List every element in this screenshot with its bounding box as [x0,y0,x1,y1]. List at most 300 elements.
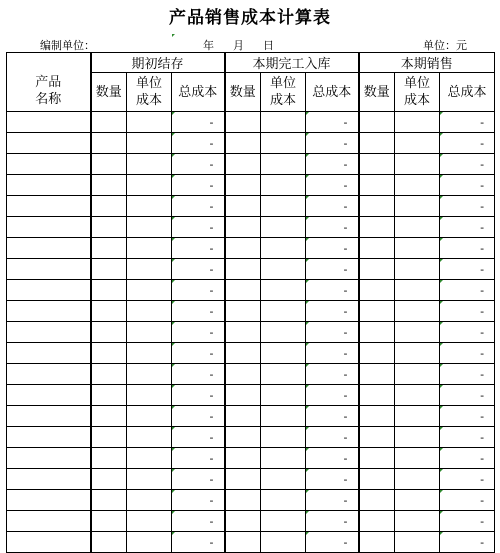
cell-marker-icon [306,196,309,199]
cell-marker-icon [172,322,175,325]
sold-qty-cell[interactable] [359,322,395,343]
opening-unit-cost-cell[interactable] [127,280,172,301]
completed-qty-cell[interactable] [225,154,261,175]
completed-unit-cost-cell[interactable] [261,448,306,469]
cell-marker-icon [172,343,175,346]
cell-marker-icon [172,469,175,472]
sold-qty-cell[interactable] [359,154,395,175]
cell-marker-icon [172,238,175,241]
cell-marker-icon [172,511,175,514]
header-qty: 数量 [359,73,395,112]
amount-value: - [209,451,214,465]
sold-total-cell[interactable] [440,385,495,406]
cell-marker-icon [172,196,175,199]
opening-unit-cost-cell[interactable] [127,133,172,154]
opening-unit-cost-cell[interactable] [127,154,172,175]
sold-total-cell[interactable] [440,322,495,343]
header-unit-cost: 单位 成本 [261,73,306,112]
completed-total-cell[interactable] [306,448,359,469]
opening-total-cell[interactable] [172,385,225,406]
product-name-cell[interactable] [7,343,91,364]
completed-unit-cost-cell[interactable] [261,385,306,406]
opening-total-cell[interactable] [172,406,225,427]
opening-qty-cell[interactable] [91,259,127,280]
sold-unit-cost-cell[interactable] [395,301,440,322]
opening-qty-cell[interactable] [91,427,127,448]
sold-total-cell[interactable] [440,469,495,490]
completed-total-cell[interactable] [306,133,359,154]
header-total-cost: 总成本 [172,73,225,112]
table-row [7,343,495,364]
sold-unit-cost-cell[interactable] [395,112,440,133]
sold-total-cell[interactable] [440,259,495,280]
sold-unit-cost-cell[interactable] [395,427,440,448]
cell-marker-icon [306,217,309,220]
completed-unit-cost-cell[interactable] [261,196,306,217]
sold-total-cell[interactable] [440,112,495,133]
amount-value: - [480,157,485,171]
sold-unit-cost-cell[interactable] [395,343,440,364]
product-name-cell[interactable] [7,364,91,385]
currency-unit-label: 单位：元 [423,39,467,52]
completed-total-cell[interactable] [306,238,359,259]
completed-qty-cell[interactable] [225,343,261,364]
amount-value: - [209,430,214,444]
opening-total-cell[interactable] [172,217,225,238]
cell-marker-icon [306,259,309,262]
sold-qty-cell[interactable] [359,175,395,196]
sold-unit-cost-cell[interactable] [395,196,440,217]
opening-qty-cell[interactable] [91,532,127,553]
sold-qty-cell[interactable] [359,280,395,301]
opening-qty-cell[interactable] [91,511,127,532]
completed-qty-cell[interactable] [225,406,261,427]
product-name-cell[interactable] [7,301,91,322]
completed-unit-cost-cell[interactable] [261,259,306,280]
completed-qty-cell[interactable] [225,196,261,217]
completed-unit-cost-cell[interactable] [261,322,306,343]
amount-value: - [343,136,348,150]
opening-unit-cost-cell[interactable] [127,490,172,511]
completed-qty-cell[interactable] [225,490,261,511]
completed-qty-cell[interactable] [225,175,261,196]
completed-unit-cost-cell[interactable] [261,364,306,385]
sold-unit-cost-cell[interactable] [395,364,440,385]
opening-qty-cell[interactable] [91,343,127,364]
cell-marker-icon [306,490,309,493]
sold-total-cell[interactable] [440,280,495,301]
sold-qty-cell[interactable] [359,301,395,322]
opening-unit-cost-cell[interactable] [127,259,172,280]
opening-total-cell[interactable] [172,280,225,301]
sold-total-cell[interactable] [440,427,495,448]
product-name-cell[interactable] [7,196,91,217]
completed-qty-cell[interactable] [225,385,261,406]
product-name-cell[interactable] [7,406,91,427]
amount-value: - [480,535,485,549]
opening-unit-cost-cell[interactable] [127,448,172,469]
amount-value: - [209,115,214,129]
completed-unit-cost-cell[interactable] [261,238,306,259]
opening-unit-cost-cell[interactable] [127,532,172,553]
cell-marker-icon [306,406,309,409]
amount-value: - [209,262,214,276]
completed-total-cell[interactable] [306,532,359,553]
product-name-cell[interactable] [7,280,91,301]
opening-qty-cell[interactable] [91,238,127,259]
opening-total-cell[interactable] [172,343,225,364]
opening-total-cell[interactable] [172,490,225,511]
amount-value: - [480,409,485,423]
completed-total-cell[interactable] [306,112,359,133]
amount-value: - [343,472,348,486]
opening-unit-cost-cell[interactable] [127,112,172,133]
table-row [7,112,495,133]
cell-marker-icon [440,259,443,262]
sold-total-cell[interactable] [440,406,495,427]
completed-total-cell[interactable] [306,490,359,511]
opening-qty-cell[interactable] [91,448,127,469]
cell-marker-icon [440,238,443,241]
sold-unit-cost-cell[interactable] [395,406,440,427]
opening-qty-cell[interactable] [91,406,127,427]
cell-marker-icon [306,511,309,514]
completed-total-cell[interactable] [306,280,359,301]
header-product-name [7,53,91,112]
completed-total-cell[interactable] [306,217,359,238]
amount-value: - [343,346,348,360]
cell-marker-icon [172,490,175,493]
sold-unit-cost-cell[interactable] [395,511,440,532]
product-name-cell[interactable] [7,511,91,532]
completed-qty-cell[interactable] [225,112,261,133]
completed-unit-cost-cell[interactable] [261,406,306,427]
amount-value: - [480,325,485,339]
amount-value: - [480,451,485,465]
completed-total-cell[interactable] [306,259,359,280]
cell-marker-icon [440,427,443,430]
sold-total-cell[interactable] [440,301,495,322]
opening-unit-cost-cell[interactable] [127,322,172,343]
cell-marker-icon [440,112,443,115]
opening-unit-cost-cell[interactable] [127,469,172,490]
cell-marker-icon [306,364,309,367]
amount-value: - [480,178,485,192]
completed-unit-cost-cell[interactable] [261,133,306,154]
sold-unit-cost-cell[interactable] [395,259,440,280]
completed-unit-cost-cell[interactable] [261,154,306,175]
table-row [7,280,495,301]
completed-qty-cell[interactable] [225,217,261,238]
amount-value: - [480,493,485,507]
preparer-unit-label: 编制单位： [40,39,95,52]
completed-unit-cost-cell[interactable] [261,175,306,196]
sold-total-cell[interactable] [440,133,495,154]
opening-qty-cell[interactable] [91,196,127,217]
completed-total-cell[interactable] [306,406,359,427]
opening-unit-cost-cell[interactable] [127,343,172,364]
cell-marker-icon [172,133,175,136]
completed-qty-cell[interactable] [225,469,261,490]
completed-unit-cost-cell[interactable] [261,490,306,511]
opening-qty-cell[interactable] [91,217,127,238]
amount-value: - [343,220,348,234]
amount-value: - [480,115,485,129]
opening-total-cell[interactable] [172,154,225,175]
completed-qty-cell[interactable] [225,511,261,532]
completed-total-cell[interactable] [306,301,359,322]
opening-total-cell[interactable] [172,427,225,448]
amount-value: - [343,388,348,402]
opening-unit-cost-cell[interactable] [127,301,172,322]
completed-total-cell[interactable] [306,322,359,343]
opening-qty-cell[interactable] [91,322,127,343]
opening-qty-cell[interactable] [91,280,127,301]
product-name-cell[interactable] [7,133,91,154]
amount-value: - [480,283,485,297]
completed-unit-cost-cell[interactable] [261,511,306,532]
amount-value: - [343,367,348,381]
header-qty: 数量 [225,73,261,112]
sold-qty-cell[interactable] [359,217,395,238]
sold-unit-cost-cell[interactable] [395,532,440,553]
completed-unit-cost-cell[interactable] [261,217,306,238]
sold-total-cell[interactable] [440,448,495,469]
cell-marker-icon [440,175,443,178]
completed-total-cell[interactable] [306,427,359,448]
header-group-completed: 本期完工入库 [225,53,359,73]
table-row [7,385,495,406]
opening-total-cell[interactable] [172,448,225,469]
sold-unit-cost-cell[interactable] [395,490,440,511]
opening-total-cell[interactable] [172,301,225,322]
opening-total-cell[interactable] [172,238,225,259]
sold-total-cell[interactable] [440,196,495,217]
cost-table [6,52,495,553]
amount-value: - [209,388,214,402]
sold-qty-cell[interactable] [359,133,395,154]
amount-value: - [343,325,348,339]
opening-qty-cell[interactable] [91,385,127,406]
completed-unit-cost-cell[interactable] [261,112,306,133]
cell-marker-icon [306,112,309,115]
sold-qty-cell[interactable] [359,385,395,406]
table-row [7,532,495,553]
amount-value: - [480,367,485,381]
completed-qty-cell[interactable] [225,238,261,259]
sold-unit-cost-cell[interactable] [395,217,440,238]
completed-qty-cell[interactable] [225,280,261,301]
opening-total-cell[interactable] [172,511,225,532]
completed-total-cell[interactable] [306,385,359,406]
product-name-cell[interactable] [7,259,91,280]
opening-total-cell[interactable] [172,469,225,490]
completed-unit-cost-cell[interactable] [261,343,306,364]
sold-unit-cost-cell[interactable] [395,448,440,469]
opening-total-cell[interactable] [172,175,225,196]
opening-qty-cell[interactable] [91,301,127,322]
amount-value: - [343,409,348,423]
product-name-cell[interactable] [7,490,91,511]
amount-value: - [343,430,348,444]
amount-value: - [480,136,485,150]
completed-qty-cell[interactable] [225,364,261,385]
completed-total-cell[interactable] [306,469,359,490]
product-name-cell[interactable] [7,175,91,196]
opening-unit-cost-cell[interactable] [127,217,172,238]
opening-total-cell[interactable] [172,112,225,133]
opening-qty-cell[interactable] [91,469,127,490]
sold-total-cell[interactable] [440,343,495,364]
sold-qty-cell[interactable] [359,448,395,469]
sold-total-cell[interactable] [440,217,495,238]
table-row [7,196,495,217]
opening-unit-cost-cell[interactable] [127,511,172,532]
completed-qty-cell[interactable] [225,301,261,322]
opening-qty-cell[interactable] [91,133,127,154]
sold-total-cell[interactable] [440,511,495,532]
cell-marker-icon [440,406,443,409]
cell-marker-icon [172,175,175,178]
sold-unit-cost-cell[interactable] [395,154,440,175]
amount-value: - [209,178,214,192]
cell-marker-icon [172,448,175,451]
sold-qty-cell[interactable] [359,112,395,133]
opening-unit-cost-cell[interactable] [127,385,172,406]
amount-value: - [480,346,485,360]
sold-qty-cell[interactable] [359,490,395,511]
opening-total-cell[interactable] [172,196,225,217]
product-name-cell[interactable] [7,385,91,406]
completed-qty-cell[interactable] [225,448,261,469]
completed-unit-cost-cell[interactable] [261,532,306,553]
opening-qty-cell[interactable] [91,154,127,175]
completed-total-cell[interactable] [306,364,359,385]
amount-value: - [480,262,485,276]
sold-unit-cost-cell[interactable] [395,385,440,406]
completed-qty-cell[interactable] [225,532,261,553]
cell-marker-icon [306,427,309,430]
product-name-cell[interactable] [7,238,91,259]
completed-total-cell[interactable] [306,175,359,196]
cell-marker-icon [172,154,175,157]
cell-marker-icon [440,343,443,346]
amount-value: - [480,388,485,402]
product-name-cell[interactable] [7,154,91,175]
amount-value: - [209,535,214,549]
completed-total-cell[interactable] [306,343,359,364]
opening-qty-cell[interactable] [91,175,127,196]
sold-qty-cell[interactable] [359,196,395,217]
cell-marker-icon [306,238,309,241]
sold-unit-cost-cell[interactable] [395,175,440,196]
completed-total-cell[interactable] [306,154,359,175]
sold-qty-cell[interactable] [359,364,395,385]
completed-qty-cell[interactable] [225,322,261,343]
opening-total-cell[interactable] [172,133,225,154]
sold-total-cell[interactable] [440,490,495,511]
opening-unit-cost-cell[interactable] [127,196,172,217]
completed-unit-cost-cell[interactable] [261,427,306,448]
amount-value: - [343,178,348,192]
completed-unit-cost-cell[interactable] [261,301,306,322]
sold-total-cell[interactable] [440,532,495,553]
cell-marker-icon [172,217,175,220]
sold-qty-cell[interactable] [359,469,395,490]
sold-total-cell[interactable] [440,154,495,175]
opening-total-cell[interactable] [172,259,225,280]
cell-marker-icon [440,217,443,220]
product-name-cell[interactable] [7,469,91,490]
product-name-cell[interactable] [7,322,91,343]
sold-unit-cost-cell[interactable] [395,469,440,490]
table-row [7,322,495,343]
opening-unit-cost-cell[interactable] [127,427,172,448]
sold-total-cell[interactable] [440,364,495,385]
sold-unit-cost-cell[interactable] [395,280,440,301]
opening-qty-cell[interactable] [91,364,127,385]
amount-value: - [209,283,214,297]
opening-total-cell[interactable] [172,532,225,553]
completed-unit-cost-cell[interactable] [261,280,306,301]
completed-total-cell[interactable] [306,511,359,532]
opening-unit-cost-cell[interactable] [127,406,172,427]
sold-unit-cost-cell[interactable] [395,322,440,343]
cell-marker-icon [306,175,309,178]
cell-marker-icon [440,385,443,388]
sold-qty-cell[interactable] [359,427,395,448]
completed-unit-cost-cell[interactable] [261,469,306,490]
product-name-cell[interactable] [7,448,91,469]
header-group-sold: 本期销售 [359,53,495,73]
cell-marker-icon [172,385,175,388]
cell-marker-icon [440,511,443,514]
sold-qty-cell[interactable] [359,406,395,427]
amount-value: - [209,514,214,528]
amount-value: - [480,514,485,528]
sold-unit-cost-cell[interactable] [395,133,440,154]
product-name-cell[interactable] [7,217,91,238]
completed-qty-cell[interactable] [225,133,261,154]
sold-total-cell[interactable] [440,175,495,196]
table-row [7,448,495,469]
product-name-cell[interactable] [7,427,91,448]
completed-total-cell[interactable] [306,196,359,217]
sold-qty-cell[interactable] [359,532,395,553]
product-name-cell[interactable] [7,532,91,553]
sold-qty-cell[interactable] [359,511,395,532]
opening-unit-cost-cell[interactable] [127,175,172,196]
completed-qty-cell[interactable] [225,427,261,448]
opening-unit-cost-cell[interactable] [127,364,172,385]
sold-unit-cost-cell[interactable] [395,238,440,259]
table-row [7,427,495,448]
opening-qty-cell[interactable] [91,490,127,511]
sold-qty-cell[interactable] [359,259,395,280]
cell-marker-icon [172,427,175,430]
opening-total-cell[interactable] [172,364,225,385]
sold-total-cell[interactable] [440,238,495,259]
opening-qty-cell[interactable] [91,112,127,133]
sold-qty-cell[interactable] [359,238,395,259]
header-total-cost: 总成本 [440,73,495,112]
opening-total-cell[interactable] [172,322,225,343]
completed-qty-cell[interactable] [225,259,261,280]
sold-qty-cell[interactable] [359,343,395,364]
product-name-cell[interactable] [7,112,91,133]
amount-value: - [480,304,485,318]
opening-unit-cost-cell[interactable] [127,238,172,259]
